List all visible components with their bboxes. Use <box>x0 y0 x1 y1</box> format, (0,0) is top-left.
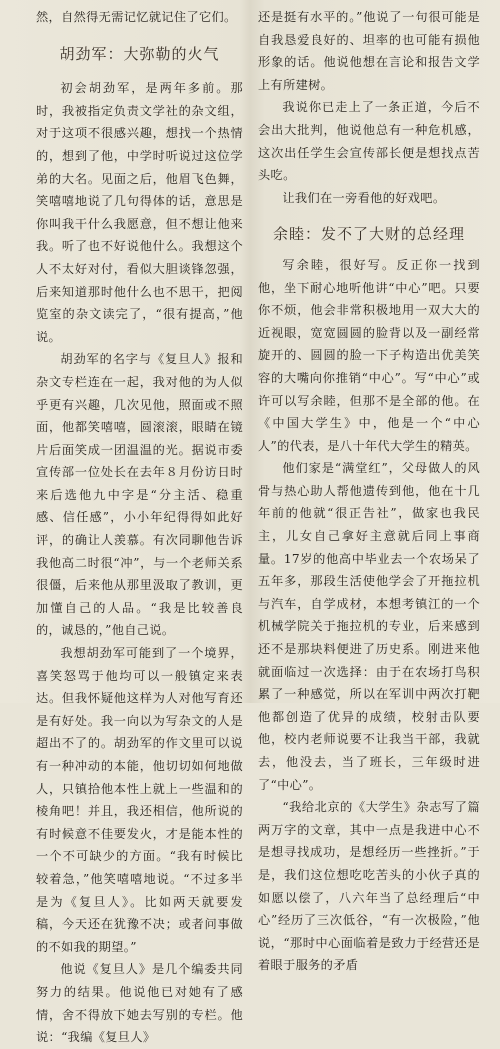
right-paragraph-3: “我给北京的《大学生》杂志写了篇两万字的文章，其中一点是我进中心不是想寻找成功，是想经历一些挫折。”于是，我们这位想吃吃苦头的小伙子真的如愿以偿了，八六年当了总经理后“中心”经历了三次低谷，“有一次极险，”他说，“那时中心面临着是致力于经营还是着眼于服务的矛盾 <box>258 800 480 973</box>
left-paragraph-4: 他说《复旦人》是几个编委共同努力的结果。他说他已对她有了感情，舍不得放下她去写别的专栏。他说：“我编《复旦人》 <box>36 962 243 1045</box>
right-column <box>258 6 480 977</box>
left-paragraph-2: 胡劲军的名字与《复旦人》报和杂文专栏连在一起，我对他的为人似乎更有兴趣，几次见他，照面或不照面，他都笑嘻嘻，圆滚滚，眼睛在镜片后面笑成一团温温的光。据说市委宣传部一位处长在去年８月份访日时来后选他九中字是“分主活、稳重感、信任感”，小小年纪得得如此好评，的确让人羡慕。有次同聊他告诉我他高二时很“冲”，与一个老师关系很僵，后来他从那里汲取了教训，更加懂自己的人品。“我是比较善良的，诚恳的，”他自己说。 <box>36 352 243 638</box>
left-column <box>36 6 243 1049</box>
section-heading-yu-mu: 余睦：发不了大财的总经理 <box>272 225 465 244</box>
left-paragraph-3: 我想胡劲军可能到了一个境界，喜笑怒骂于他均可以一般镇定来表达。但我怀疑他这样为人对他写育还是有好处。我一向以为写杂文的人是超出不了的。胡劲军的作文里可以说有一种冲动的本能，他切切如何地做人，只镇拾他本性上就上一些温和的棱角吧！并且，我还相信，他所说的有时候意不佳要发火，才是能本性的一个不可缺少的方面。“我有时候比较着急，”他笑嘻嘻地说。“不过多半是为《复旦人》。比如两天就要发稿，今天还在犹豫不决；或者问事做的不如我的期望。” <box>36 646 243 954</box>
left-paragraph-1: 初会胡劲军，是两年多前。那时，我被指定负责文学社的杂文组，对于这项不很感兴趣，想找一个热情的，想到了他，中学时听说过这位学弟的大名。见面之后，他眉飞色舞，笑嘻嘻地说了几句得体的话，意思是你叫我干什么我愿意，但不想让他来我。听了也不好说他什么。我想这个人不太好对付，看似大胆谈锋忽强，后来知道那时他什么也不思干，把阅览室的杂文读完了，“很有提高，”他说。 <box>36 81 243 344</box>
right-paragraph-top-3: 让我们在一旁看他的好戏吧。 <box>282 190 446 205</box>
right-paragraph-top-1: 还是挺有水平的。”他说了一句很可能是自我恳爱良好的、坦率的也可能有损他形象的话。他说他想在言论和报告文学上有所建树。 <box>258 10 480 92</box>
section-heading-hu-jinjun: 胡劲军：大弥勒的火气 <box>59 44 220 63</box>
right-paragraph-1: 写余睦，很好写。反正你一找到他，坐下耐心地听他讲“中心”吧。只要你不烦，他会非常积极地用一双大大的近视眼，宽宽圆圆的脸背以及一副经常旋开的、圆圆的脸一下子构造出优美笑容的大嘴向你推销“中心”。写“中心”或许可以写余睦，但那不是全部的他。在《中国大学生》中，他是一个“中心人”的代表，是八十年代大学生的精英。 <box>258 257 480 453</box>
right-paragraph-2: 他们家是“满堂红”，父母做人的风骨与热心助人帮他遗传到他，他在十几年前的他就“很正告社”，做家也我民主，儿女自己拿好主意就后同上事商量。17岁的他高中毕业去一个农场呆了五年多，那段生活使他学会了开拖拉机与汽车，自学成材，本想考镇江的一个机械学院关于拖拉机的专业，后来感到还不是那块料便进了历史系。刚进来他就面临过一次选择：由于在农场打鸟积累了一种感觉，所以在军训中两次打靶他都创造了优异的成绩，校射击队要他，校内老师说要不让我当干部，我就去，他没去，当了班长，三年级时进了“中心”。 <box>258 461 480 792</box>
right-paragraph-top-2: 我说你已走上了一条正道，今后不会出大批判，他说他总有一种危机感，这次出任学生会宣传部长便是想找点苦头吃。 <box>258 100 480 183</box>
left-intro-text: 然，自然得无需记忆就记住了它们。 <box>36 10 237 24</box>
